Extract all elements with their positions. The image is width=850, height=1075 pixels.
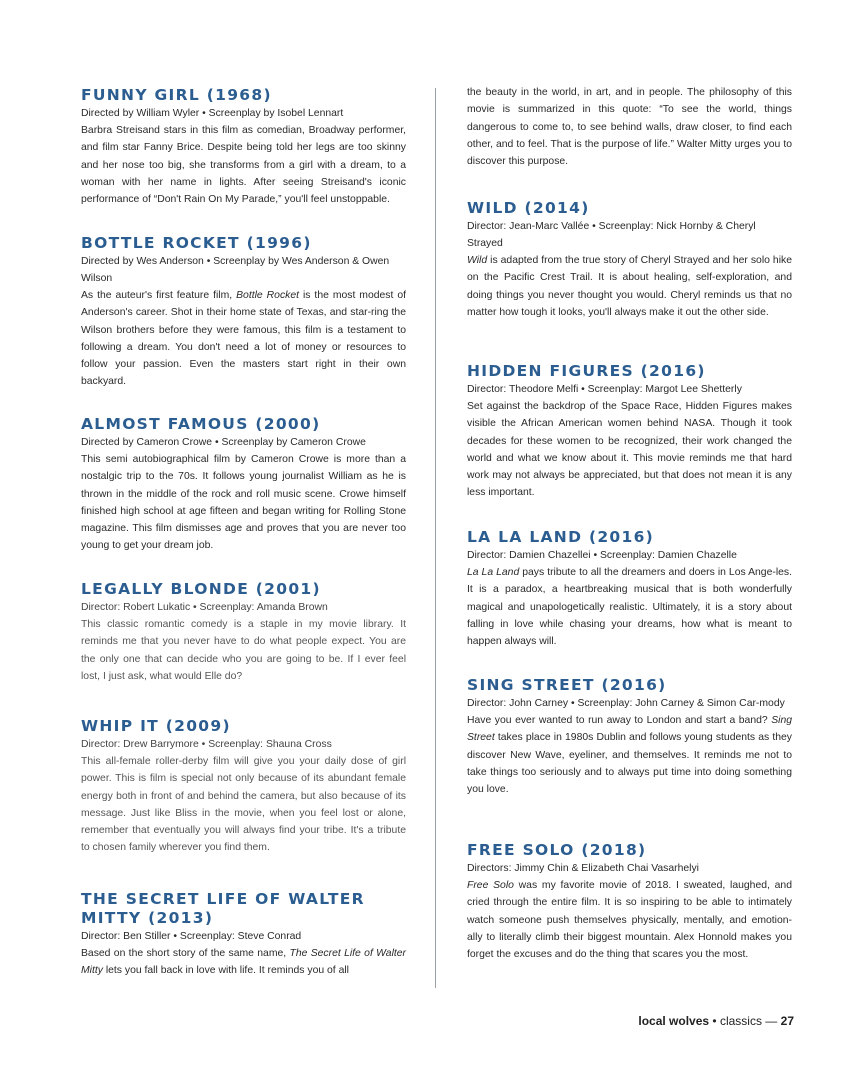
entry-title: LA LA LAND (2016) [467, 528, 655, 546]
entry-whip-it [81, 717, 406, 857]
entry-title: WHIP IT (2009) [81, 717, 231, 735]
entry-body: This semi autobiographical film by Cameron Crowe is more than a nostalgic trip to the 70s. It follows young journalist William as he is thrown in the middle of the rock and roll music scene. Crowe himself finished high school at age fifteen and began writing for Rolling Stone magazine. This film dismisses age and proves that you are never too young to get your dream job. [81, 454, 406, 552]
entry-title: SING STREET (2016) [467, 676, 667, 694]
body-text: takes place in 1980s Dublin and follows young students as they discover New Wave, eyeliner, and themselves. It reminds me not to take things too seriously and to always put time into doing something you love. [467, 732, 792, 796]
film-title-emphasis: Sing Street [467, 715, 792, 744]
body-text: pays tribute to all the dreamers and doers in Los Ange-les. It is a paradox, a heartbreaking musical that is both wonderfully magical and unapologetically realistic. Ultimately, it is a story about falling in love while chasing your dreams, how what is meant to happen always will. [467, 567, 792, 648]
entry-credits: Director: Robert Lukatic • Screenplay: Amanda Brown [81, 602, 328, 613]
film-title-emphasis: La La Land [467, 567, 520, 578]
page-footer [638, 1014, 794, 1028]
entry-body: the beauty in the world, in art, and in people. The philosophy of this movie is summarized in this quote: “To see the world, things dangerous to come to, to see behind walls, draw closer, to find each other, and to feel. That is the purpose of life.” Walter Mitty urges you to discover this purpose. [467, 87, 792, 168]
entry-body [467, 877, 792, 963]
entry-body [467, 252, 792, 321]
body-text: lets you fall back in love with life. It reminds you of all [102, 965, 349, 977]
section-name: classics — [719, 1014, 781, 1028]
body-text: was my favorite movie of 2018. I sweated, laughed, and cried through the entire film. It is so inspiring to be able to intimately watch someone push themselves physically, mentally, and emotion-ally to literally climb their biggest mountain. Alex Honnold makes you forget the excuses and do the thing that scares you the most. [467, 880, 792, 961]
page-number: 27 [780, 1014, 794, 1028]
film-title-emphasis: The Secret Life of Walter Mitty [81, 948, 407, 977]
entry-credits: Director: John Carney • Screenplay: John Carney & Simon Car-mody [467, 698, 785, 709]
entry-walter-mitty [81, 890, 406, 980]
entry-body: This all-female roller-derby film will give you your daily dose of girl power. This is film is special not only because of its abundant female energy both in front of and behind the camera, but also because of its message. Just like Bliss in the movie, when you feel lost or alone, remember that eventually you will always find your tribe. It's a tribute to chosen family wherever you find them. [81, 756, 406, 854]
entry-credits: Directed by Cameron Crowe • Screenplay by Cameron Crowe [81, 437, 366, 448]
entry-credits: Directors: Jimmy Chin & Elizabeth Chai Vasarhelyi [467, 863, 699, 874]
entry-body [467, 712, 792, 798]
entry-title: FREE SOLO (2018) [467, 841, 647, 859]
entry-title: FUNNY GIRL (1968) [81, 86, 272, 104]
entry-credits: Director: Ben Stiller • Screenplay: Steve Conrad [81, 931, 302, 942]
entry-free-solo [467, 841, 792, 963]
entry-title: LEGALLY BLONDE (2001) [81, 580, 321, 598]
footer-separator: • [709, 1014, 720, 1028]
entry-credits: Director: Damien Chazellei • Screenplay: Damien Chazelle [467, 550, 737, 561]
entry-body: This classic romantic comedy is a staple in my movie library. It reminds me that you never have to do what people expect. You are the only one that can decide who you are going to be. If I ever feel lost, I just ask, what would Elle do? [81, 619, 406, 682]
entry-title: WILD (2014) [467, 199, 590, 217]
body-text: is adapted from the true story of Cheryl Strayed and her solo hike on the Pacific Crest Trail. It is about healing, self-exploration, and doing things you never thought you would. Cheryl reminds us that no matter how tough it looks, you'll always make it out the other side. [467, 255, 792, 318]
entry-wild [467, 199, 792, 321]
entry-body [81, 945, 406, 980]
entry-credits: Director: Theodore Melfi • Screenplay: Margot Lee Shetterly [467, 384, 742, 395]
entry-title: BOTTLE ROCKET (1996) [81, 234, 312, 252]
entry-body [467, 564, 792, 650]
entry-credits: Director: Drew Barrymore • Screenplay: Shauna Cross [81, 739, 332, 750]
entry-body: Set against the backdrop of the Space Race, Hidden Figures makes visible the African American women behind NASA. Though it took decades for these women to be recognized, their work changed the world and what we know about it. This movie reminds me that hard work may not always be appreciated, but that does not mean it is any less important. [467, 401, 792, 499]
entry-credits: Director: Jean-Marc Vallée • Screenplay: Nick Hornby & Cheryl Strayed [467, 221, 756, 249]
body-text: As the auteur's first feature film, [81, 290, 237, 301]
entry-body [81, 287, 406, 391]
entry-credits: Directed by William Wyler • Screenplay by Isobel Lennart [81, 108, 344, 119]
entry-title: ALMOST FAMOUS (2000) [81, 415, 321, 433]
entry-credits: Directed by Wes Anderson • Screenplay by Wes Anderson & Owen Wilson [81, 256, 390, 284]
body-text: Have you ever wanted to run away to London and start a band? [467, 715, 772, 726]
film-title-emphasis: Wild [467, 255, 488, 266]
column-divider [435, 88, 436, 988]
entry-bottle-rocket [81, 234, 406, 391]
publication-name: local wolves [638, 1014, 710, 1028]
entry-la-la-land [467, 528, 792, 650]
entry-body: Barbra Streisand stars in this film as comedian, Broadway performer, and film star Fanny Brice. Despite being told her legs are too skinny and her nose too big, she transforms from a girl with a dream, to a woman with her name in lights. After seeing Streisand's iconic performance of “Don't Rain On My Parade,” you'll feel unstoppable. [81, 125, 406, 206]
film-title-emphasis: Bottle Rocket [236, 290, 299, 301]
entry-sing-street [467, 676, 792, 798]
entry-walter-mitty-continued [467, 84, 792, 170]
entry-funny-girl [81, 86, 406, 208]
entry-almost-famous [81, 415, 406, 555]
entry-title: THE SECRET LIFE OF WALTER MITTY (2013) [81, 890, 365, 927]
entry-legally-blonde [81, 580, 406, 685]
entry-hidden-figures [467, 362, 792, 502]
body-text: Based on the short story of the same name, [81, 948, 290, 959]
film-title-emphasis: Free Solo [467, 880, 514, 891]
body-text: is the most modest of Anderson's career. Shot in their home state of Texas, and star-ring the Wilson brothers before they were famous, this film is a testament to following a dream. You don't need a lot of money or resources to follow your passion. Even the masters start right in their own backyard. [81, 290, 407, 388]
entry-title: HIDDEN FIGURES (2016) [467, 362, 706, 380]
